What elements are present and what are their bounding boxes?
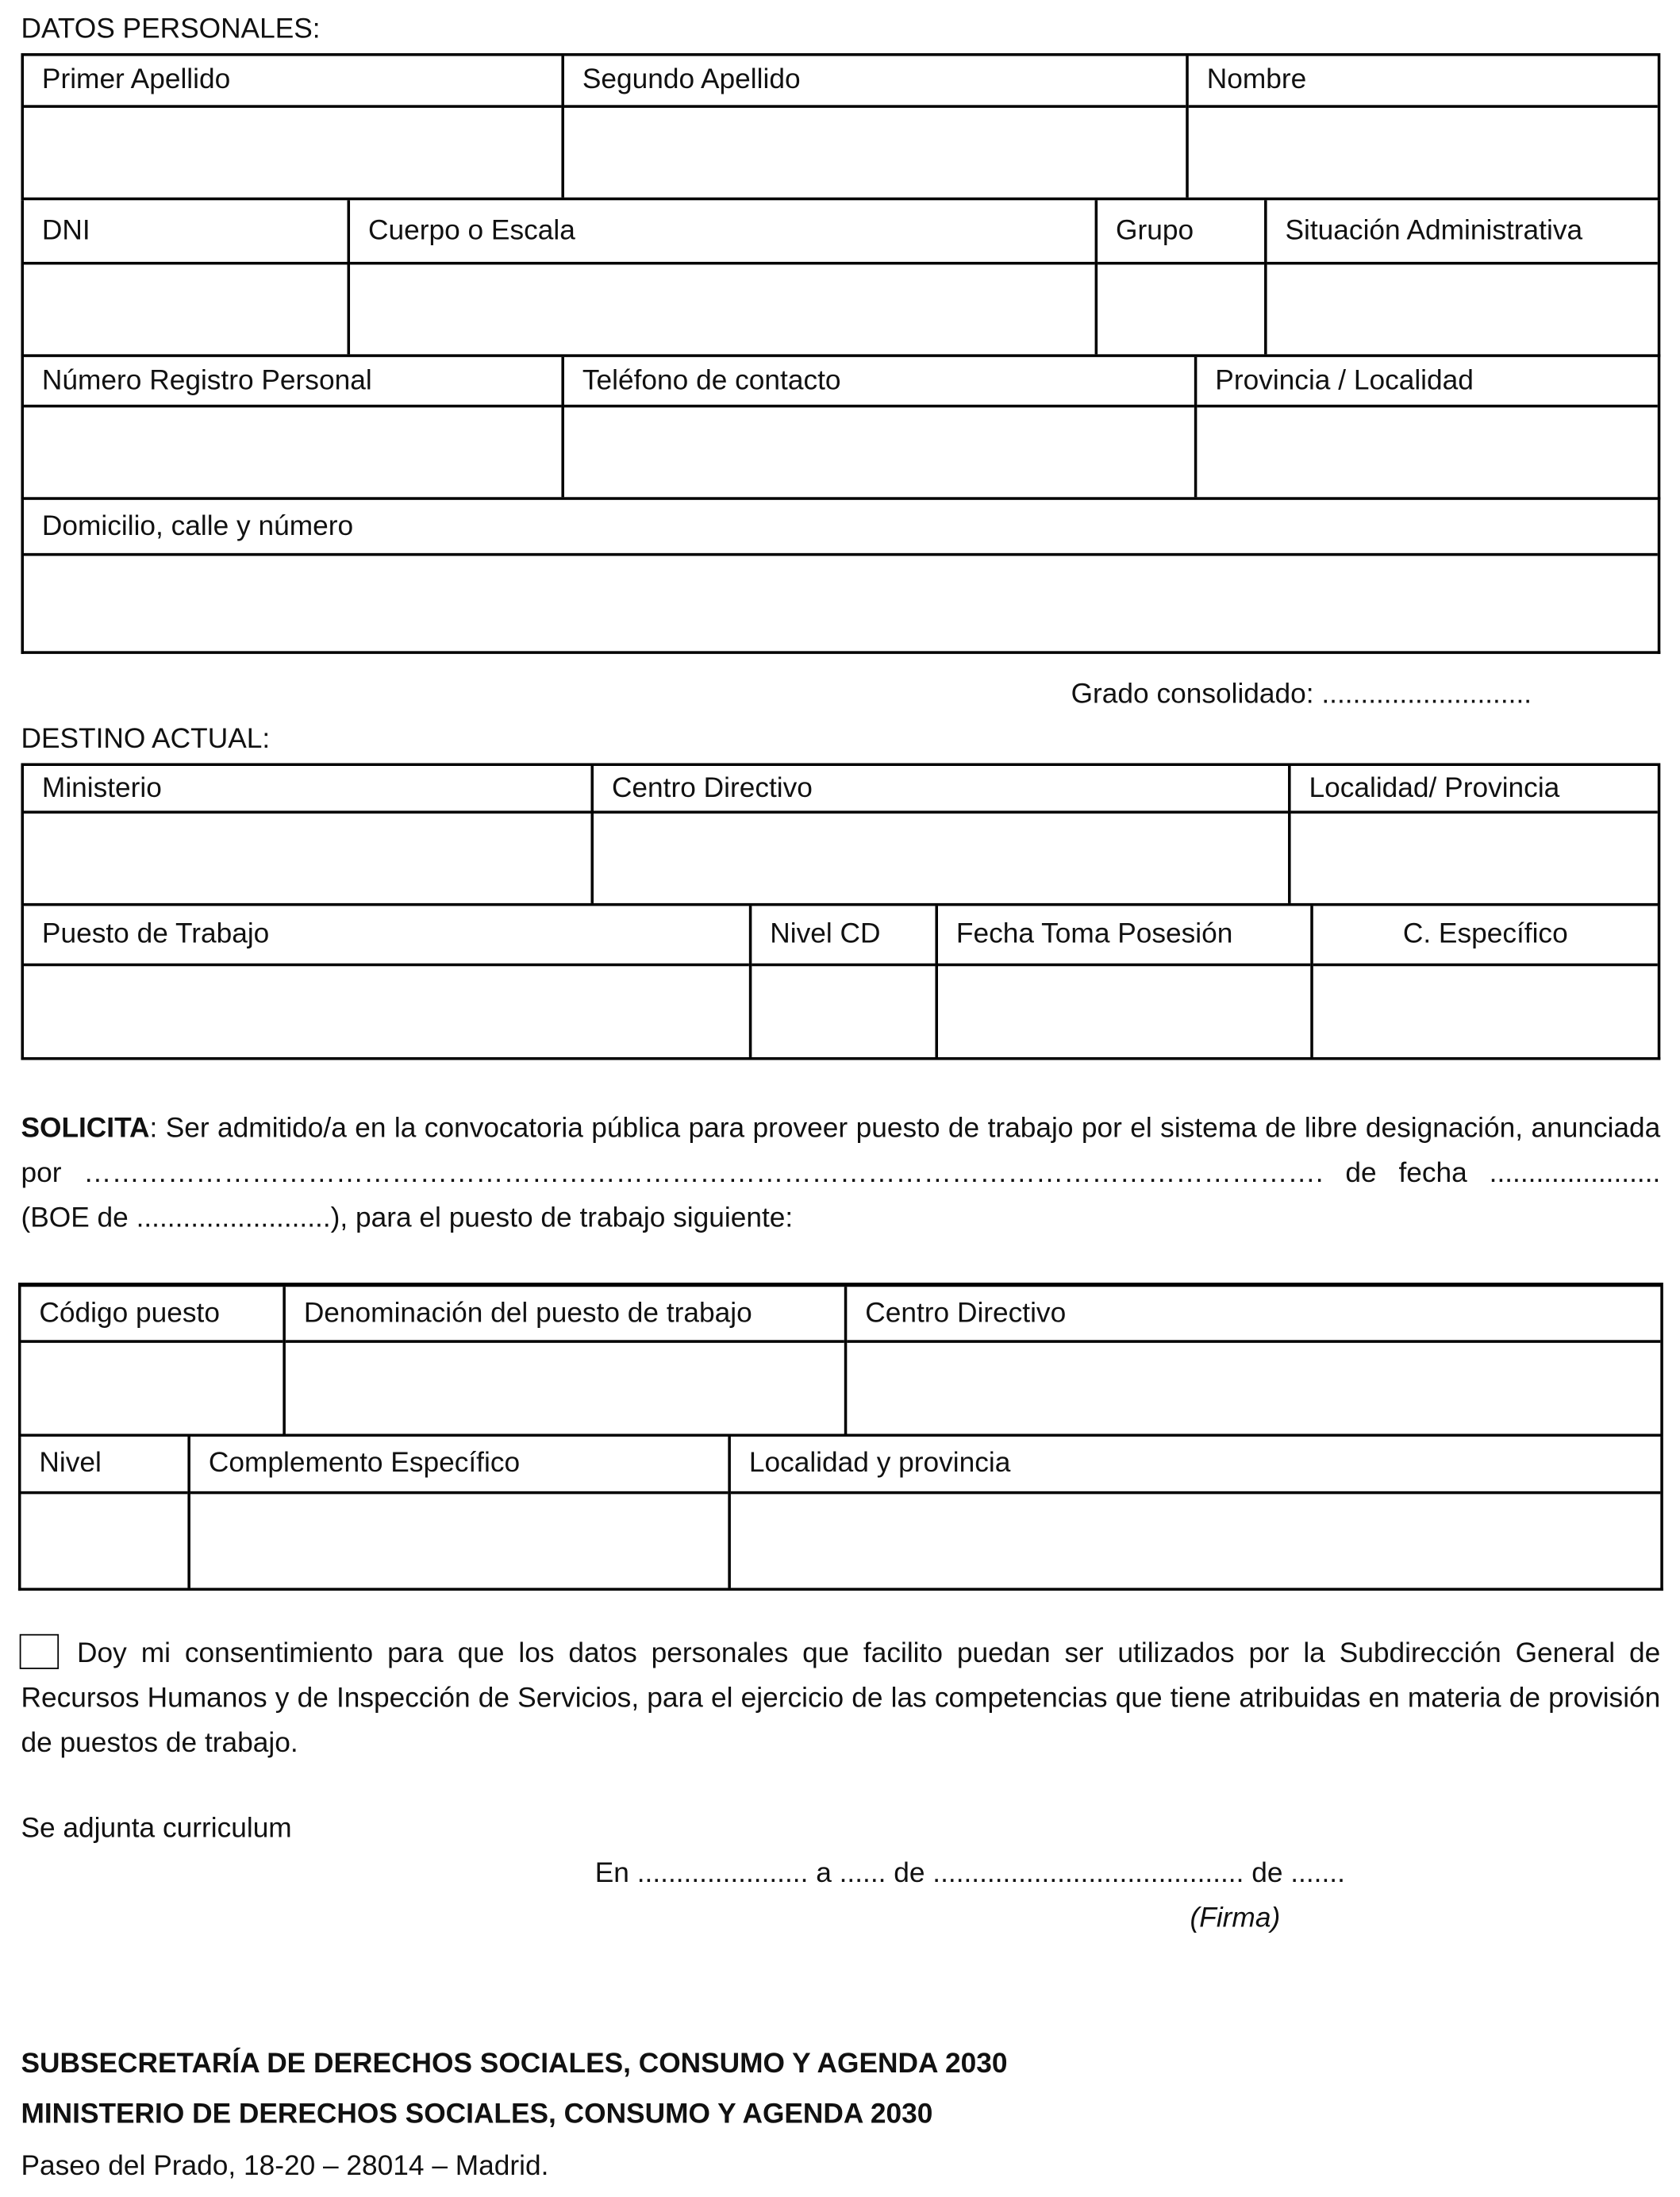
nivel-field[interactable] (21, 1494, 187, 1587)
destino-actual-table (21, 763, 1660, 1060)
field-label: Cuerpo o Escala (350, 200, 1095, 264)
nombre-field[interactable] (1189, 108, 1658, 198)
nivel-cd-field[interactable] (752, 966, 935, 1057)
table-row (21, 53, 1660, 200)
localidad-provincia-field[interactable] (1291, 814, 1658, 903)
field-label: Centro Directivo (847, 1287, 1660, 1343)
grado-consolidado: Grado consolidado: ........................... (1071, 679, 1532, 710)
puesto-solicitado-table (18, 1283, 1663, 1591)
telefono-field[interactable] (564, 407, 1194, 497)
field-label: C. Específico (1313, 906, 1658, 966)
centro-directivo-solicitado-field[interactable] (847, 1343, 1660, 1434)
footer-address: Paseo del Prado, 18-20 – 28014 – Madrid. (21, 2150, 549, 2182)
field-label: DNI (24, 200, 348, 264)
domicilio-field[interactable] (24, 556, 1658, 651)
field-label: Puesto de Trabajo (24, 906, 749, 966)
section-title-datos-personales: DATOS PERSONALES: (21, 13, 321, 45)
table-row (21, 357, 1660, 500)
codigo-puesto-field[interactable] (21, 1343, 283, 1434)
field-label: Nivel (21, 1437, 187, 1494)
field-label: Complemento Específico (190, 1437, 728, 1494)
footer-subsecretaria: SUBSECRETARÍA DE DERECHOS SOCIALES, CONSUMO Y AGENDA 2030 (21, 2048, 1008, 2080)
consent-text: Doy mi consentimiento para que los datos personales que facilito puedan ser utilizados por la Subdirección General de Recursos Humanos y de Inspección de Servicios, para el ejercicio de las competencias que tiene atribuidas en materia de provisión de puestos de trabajo. (21, 1638, 1661, 1759)
footer-ministerio: MINISTERIO DE DERECHOS SOCIALES, CONSUMO Y AGENDA 2030 (21, 2099, 933, 2130)
solicita-label: SOLICITA (21, 1113, 150, 1145)
field-label: Situación Administrativa (1267, 200, 1658, 264)
field-label: Fecha Toma Posesión (938, 906, 1310, 966)
datos-personales-table (21, 53, 1660, 654)
field-label: Nivel CD (752, 906, 935, 966)
centro-directivo-field[interactable] (594, 814, 1288, 903)
field-label: Ministerio (24, 766, 590, 814)
numero-registro-field[interactable] (24, 407, 561, 497)
field-label: Domicilio, calle y número (24, 500, 1658, 556)
solicita-paragraph (21, 1106, 1660, 1241)
localidad-provincia-solicitado-field[interactable] (731, 1494, 1660, 1587)
table-row (21, 906, 1660, 1060)
ministerio-field[interactable] (24, 814, 590, 903)
situacion-administrativa-field[interactable] (1267, 264, 1658, 354)
field-label: Código puesto (21, 1287, 283, 1343)
table-row (18, 1283, 1663, 1437)
field-label: Grupo (1098, 200, 1264, 264)
cuerpo-escala-field[interactable] (350, 264, 1095, 354)
segundo-apellido-field[interactable] (564, 108, 1186, 198)
field-label: Nombre (1189, 56, 1658, 108)
table-row (18, 1437, 1663, 1591)
table-row (21, 500, 1660, 654)
firma-label: (Firma) (1190, 1903, 1281, 1934)
field-label: Denominación del puesto de trabajo (286, 1287, 844, 1343)
section-title-destino-actual: DESTINO ACTUAL: (21, 724, 271, 755)
solicita-text: : Ser admitido/a en la convocatoria pública para proveer puesto de trabajo por el sistema de libre designación, anunciada por ……………………………………………………………………………………………………………………. de fecha ...................... (BOE de .........................), para el puesto de trabajo siguiente: (21, 1113, 1661, 1234)
c-especifico-field[interactable] (1313, 966, 1658, 1057)
fecha-toma-posesion-field[interactable] (938, 966, 1310, 1057)
field-label: Número Registro Personal (24, 357, 561, 408)
denominacion-puesto-field[interactable] (286, 1343, 844, 1434)
field-label: Localidad y provincia (731, 1437, 1660, 1494)
field-label: Centro Directivo (594, 766, 1288, 814)
dni-field[interactable] (24, 264, 348, 354)
grupo-field[interactable] (1098, 264, 1264, 354)
field-label: Localidad/ Provincia (1291, 766, 1658, 814)
field-label: Provincia / Localidad (1197, 357, 1657, 408)
puesto-trabajo-field[interactable] (24, 966, 749, 1057)
table-row (21, 200, 1660, 357)
adjunta-curriculum: Se adjunta curriculum (21, 1813, 292, 1845)
lugar-fecha-line: En ...................... a ...... de ........................................ de ....... (594, 1858, 1345, 1889)
provincia-localidad-field[interactable] (1197, 407, 1657, 497)
field-label: Primer Apellido (24, 56, 561, 108)
field-label: Teléfono de contacto (564, 357, 1194, 408)
primer-apellido-field[interactable] (24, 108, 561, 198)
field-label: Segundo Apellido (564, 56, 1186, 108)
table-row (21, 763, 1660, 906)
complemento-especifico-field[interactable] (190, 1494, 728, 1587)
